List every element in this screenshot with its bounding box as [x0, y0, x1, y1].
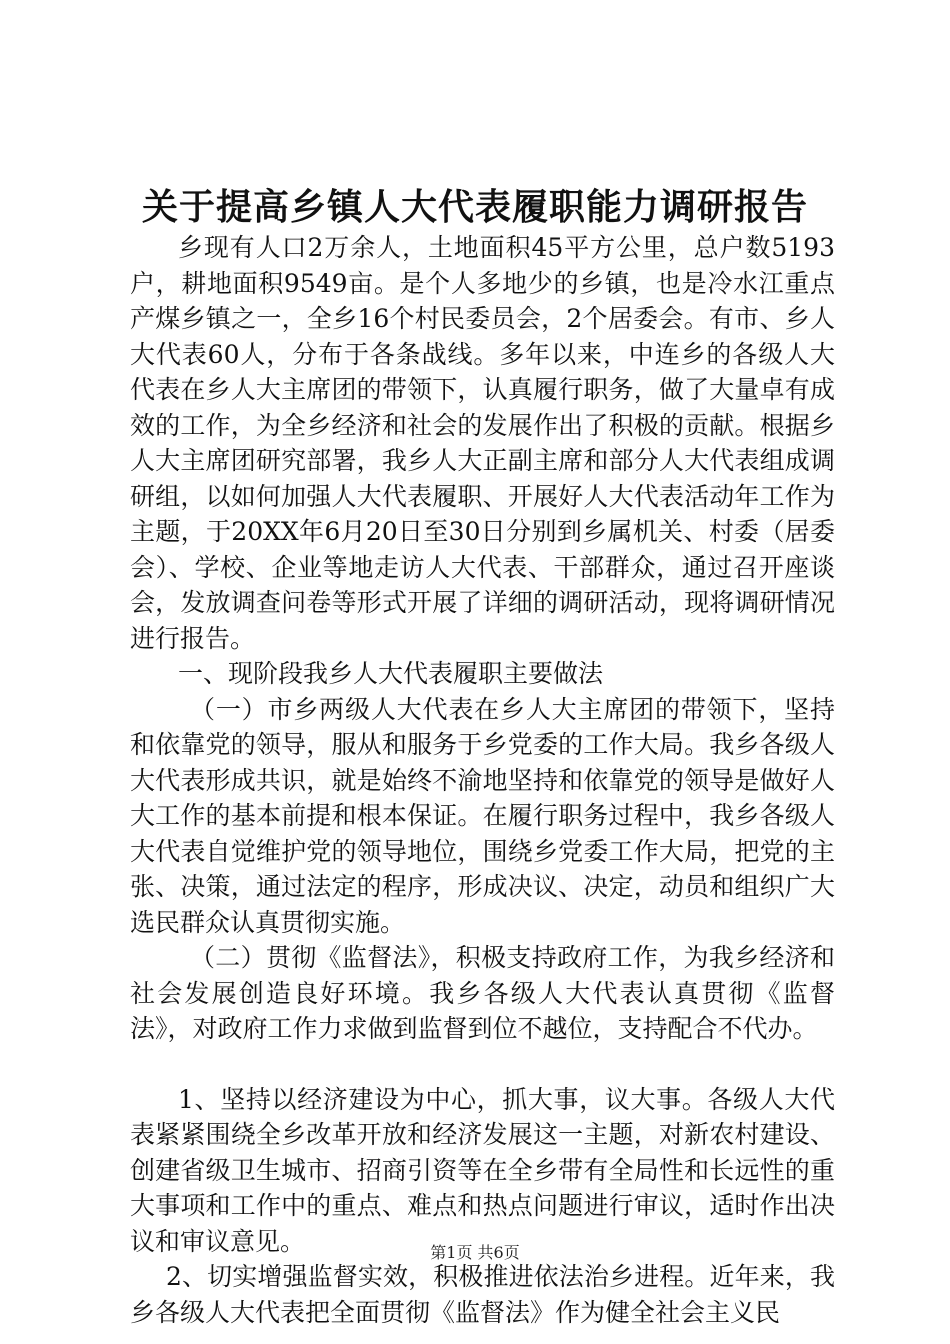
- paragraph-item-2: 2、切实增强监督实效，积极推进依法治乡进程。近年来，我乡各级人大代表把全面贯彻《监督法》作为健全社会主义民: [130, 1262, 835, 1327]
- paragraph-point-2: （二）贯彻《监督法》，积极支持政府工作，为我乡经济和社会发展创造良好环境。我乡各级人大代表认真贯彻《监督法》，对政府工作力求做到监督到位不越位，支持配合不代办。: [130, 943, 835, 1043]
- paragraph-item-1: 1、坚持以经济建设为中心，抓大事，议大事。各级人大代表紧紧围绕全乡改革开放和经济发展这一主题，对新农村建设、创建省级卫生城市、招商引资等在全乡带有全局性和长远性的重大事项和工作中的重点、难点和热点问题进行审议，适时作出决议和审议意见。: [130, 1084, 835, 1256]
- page-number: 第1页 共6页: [430, 1243, 520, 1262]
- paragraph-point-1: （一）市乡两级人大代表在乡人大主席团的带领下，坚持和依靠党的领导，服从和服务于乡党委的工作大局。我乡各级人大代表形成共识，就是始终不渝地坚持和依靠党的领导是做好人大工作的基本前提和根本保证。在履行职务过程中，我乡各级人大代表自觉维护党的领导地位，围绕乡党委工作大局，把党的主张、决策，通过法定的程序，形成决议、决定，动员和组织广大选民群众认真贯彻实施。: [130, 694, 835, 937]
- paragraph-intro: 乡现有人口2万余人，土地面积45平方公里，总户数5193户，耕地面积9549亩。是个人多地少的乡镇，也是冷水江重点产煤乡镇之一，全乡16个村民委员会，2个居委会。有市、乡人大代表60人，分布于各条战线。多年以来，中连乡的各级人大代表在乡人大主席团的带领下，认真履行职务，做了大量卓有成效的工作，为全乡经济和社会的发展作出了积极的贡献。根据乡人大主席团研究部署，我乡人大正副主席和部分人大代表组成调研组，以如何加强人大代表履职、开展好人大代表活动年工作为主题，于20XX年6月20日至30日分别到乡属机关、村委（居委会）、学校、企业等地走访人大代表、干部群众，通过召开座谈会，发放调查问卷等形式开展了详细的调研活动，现将调研情况进行报告。: [130, 233, 835, 653]
- document-body: [130, 230, 835, 1330]
- section-heading: 一、现阶段我乡人大代表履职主要做法: [178, 659, 604, 688]
- paragraph-spacer: [130, 1047, 835, 1082]
- document-title: 关于提高乡镇人大代表履职能力调研报告: [141, 187, 808, 228]
